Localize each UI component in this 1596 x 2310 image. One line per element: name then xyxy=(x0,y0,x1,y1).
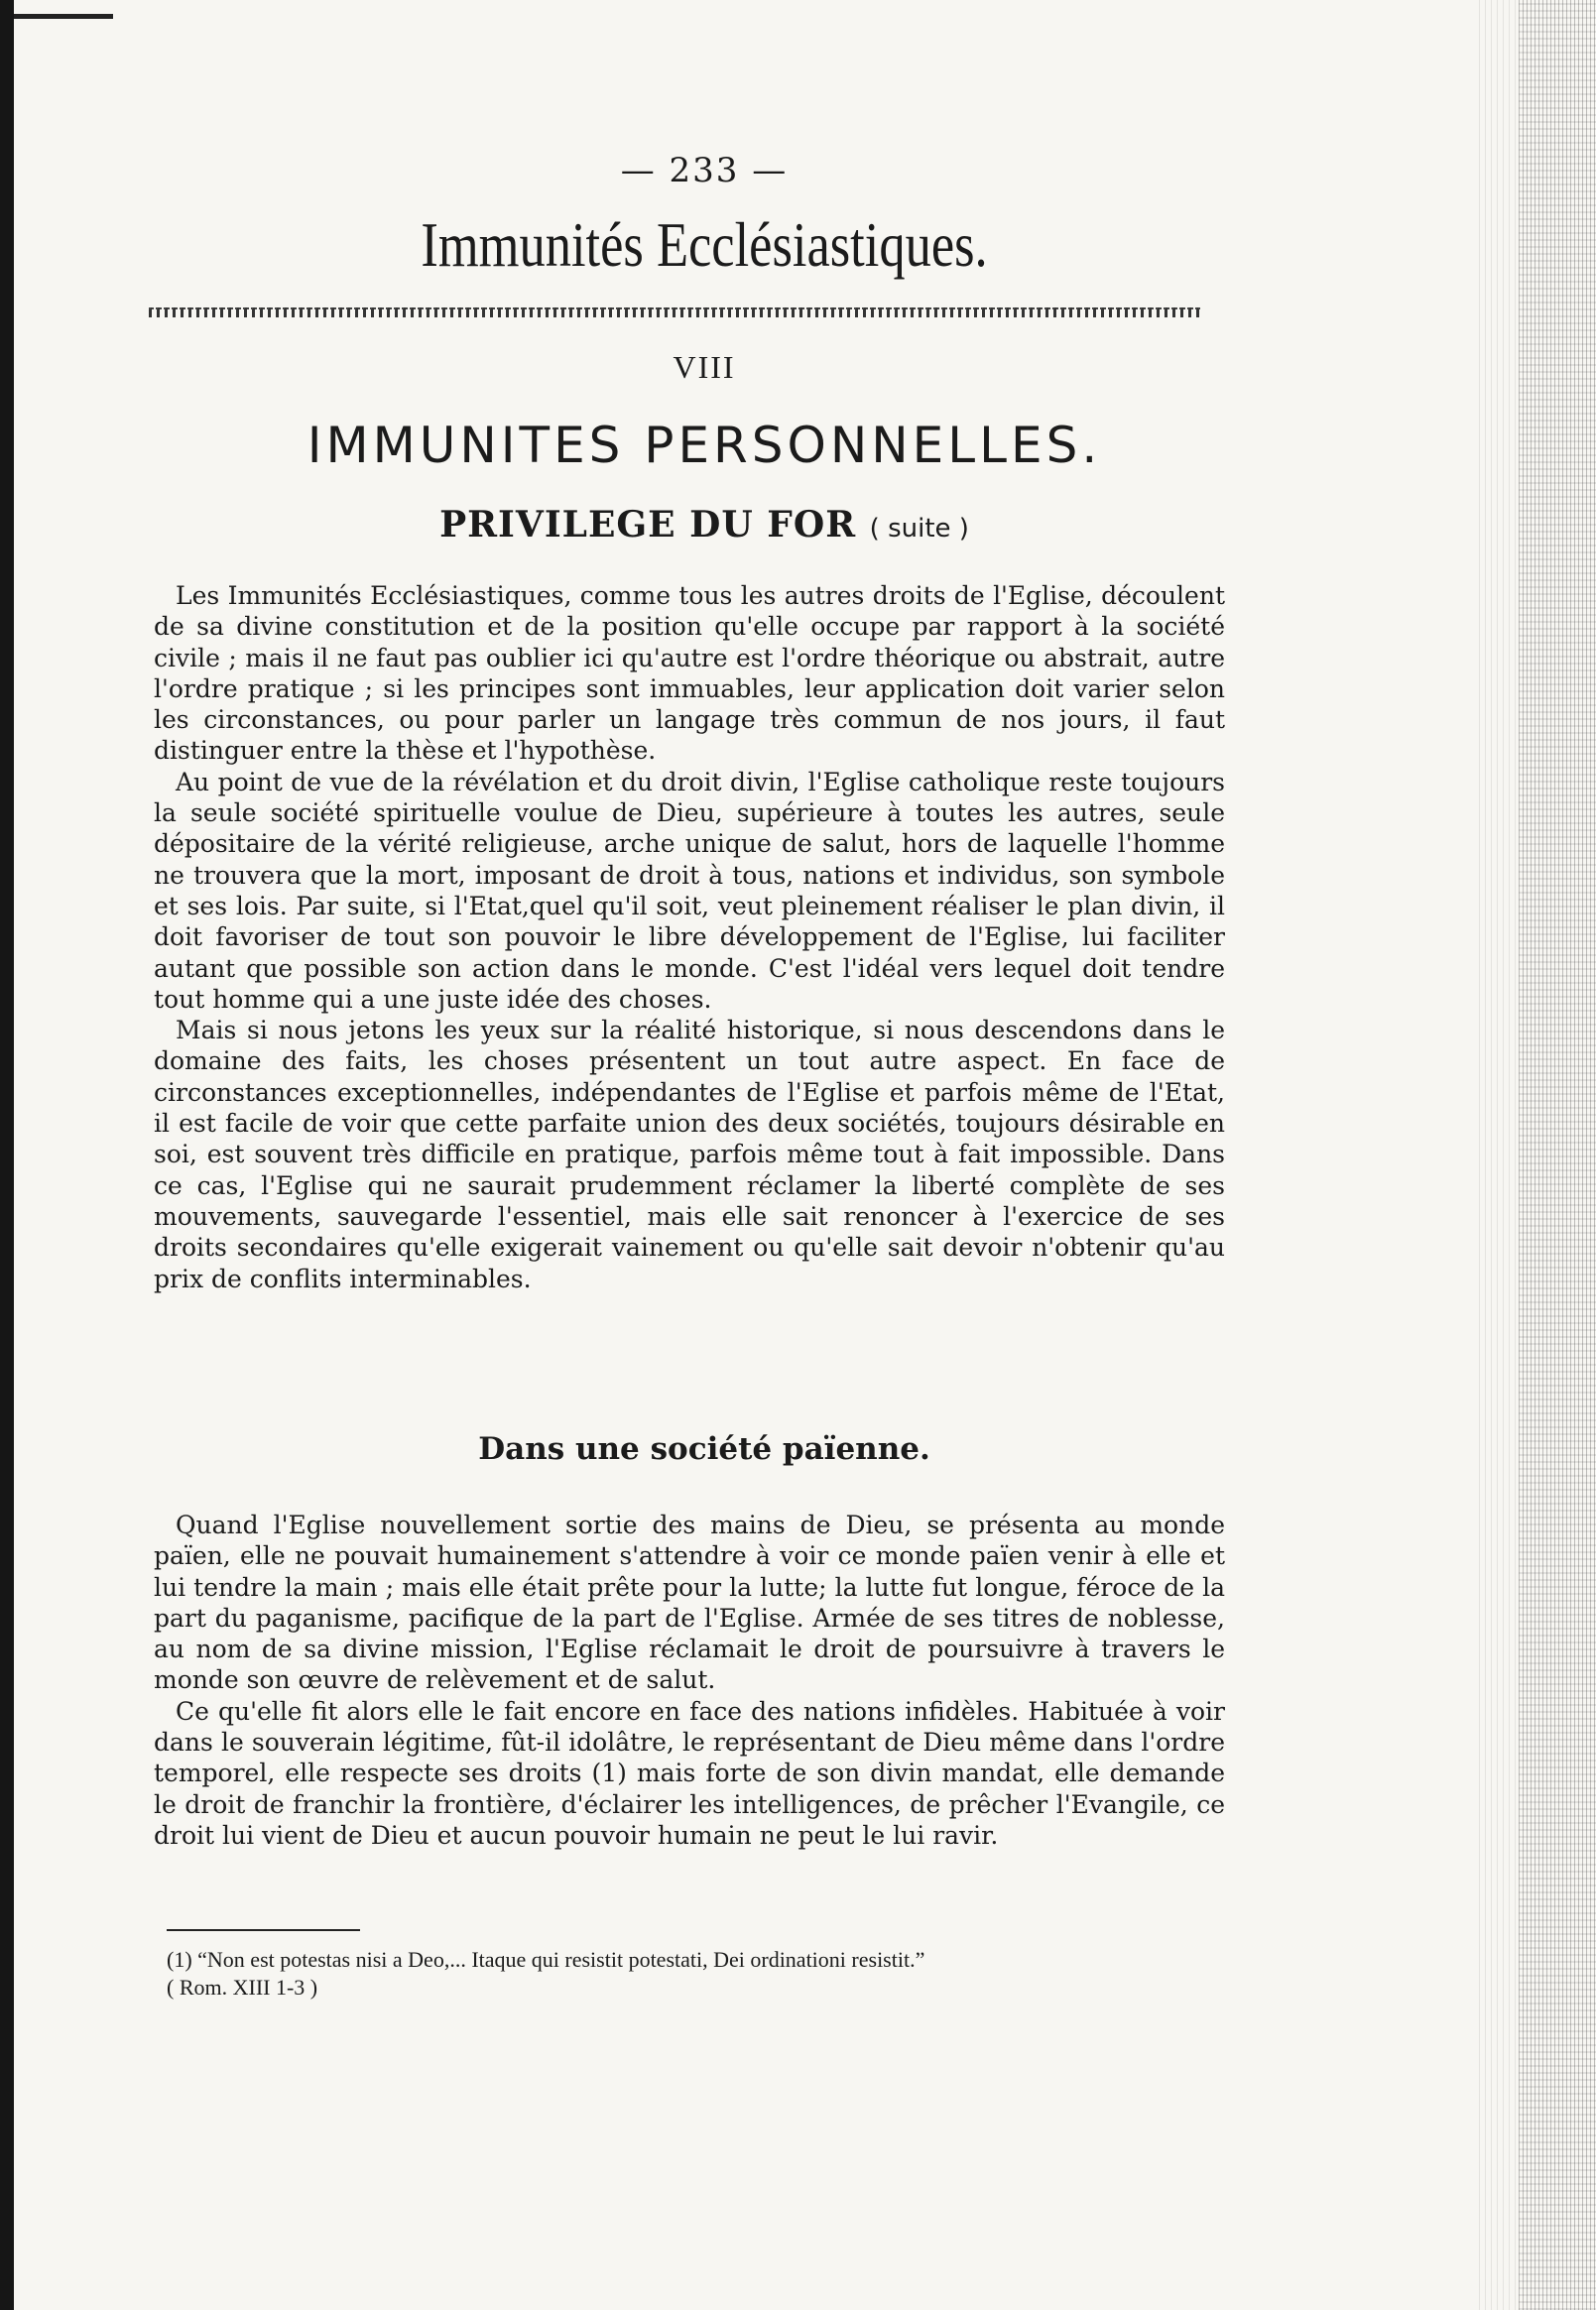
body-text-part-2 xyxy=(154,1510,1225,1851)
ornamental-rule xyxy=(149,307,1200,317)
binding-edge xyxy=(0,0,14,2310)
body-text-part-1 xyxy=(154,580,1225,1294)
subtitle-note: ( suite ) xyxy=(869,514,969,544)
subheading: Dans une société païenne. xyxy=(478,1431,930,1467)
footnote-reference: ( Rom. XIII 1-3 ) xyxy=(167,1975,318,2000)
scan-edge-shadow xyxy=(1479,0,1519,2310)
paragraph: Quand l'Eglise nouvellement sortie des mains de Dieu, se présenta au monde païen, elle ne pouvait humainement s'attendre à voir ce monde païen venir à elle et lui tendre la main ; mais elle était prête pour la lutte; la lutte fut longue, féroce de la part du paganisme, pacifique de la part de l'Eglise. Armée de ses titres de noblesse, au nom de sa divine mission, l'Eglise réclamait le droit de poursuivre à travers le monde son œuvre de relèvement et de salut. xyxy=(154,1511,1225,1695)
paragraph: Au point de vue de la révélation et du droit divin, l'Eglise catholique reste toujours la seule société spirituelle voulue de Dieu, supérieure à toutes les autres, seule dépositaire de la vérité religieuse, arche unique de salut, hors de laquelle l'homme ne trouvera que la mort, imposant de droit à tous, nations et individus, son symbole et ses lois. Par suite, si l'Etat,quel qu'il soit, veut pleinement réaliser le plan divin, il doit favoriser de tout son pouvoir le libre développement de l'Eglise, lui faciliter autant que possible son action dans le monde. C'est l'idéal vers lequel doit tendre tout homme qui a une juste idée des choses. xyxy=(154,767,1225,1014)
paragraph: Mais si nous jetons les yeux sur la réalité historique, si nous descendons dans le domaine des faits, les choses présentent un tout autre aspect. En face de circonstances exceptionnelles, indépendantes de l'Eglise et parfois même de l'Etat, il est facile de voir que cette parfaite union des deux sociétés, toujours désirable en soi, est souvent très difficile en pratique, parfois même tout à fait impossible. Dans ce cas, l'Eglise qui ne saurait prudemment réclamer la liberté complète de ses mouvements, sauvegarde l'essentiel, mais elle sait renoncer à l'exercice de ses droits secondaires qu'elle exigerait vainement ou qu'elle sait devoir n'obtenir qu'au prix de conflits interminables. xyxy=(154,1016,1225,1293)
paragraph: Ce qu'elle fit alors elle le fait encore en face des nations infidèles. Habituée à voir dans le souverain légitime, fût-il idolâtre, le représentant de Dieu même dans l'ordre temporel, elle respecte ses droits (1) mais forte de son divin mandat, elle demande le droit de franchir la frontière, d'éclairer les intelligences, de prêcher l'Evangile, ce droit lui vient de Dieu et aucun pouvoir humain ne peut le lui ravir. xyxy=(154,1696,1225,1850)
binding-corner-mark xyxy=(14,14,113,19)
section-title: IMMUNITES PERSONNELLES. xyxy=(307,417,1102,474)
page-title: Immunités Ecclésiastiques. xyxy=(421,209,988,280)
footnote-rule xyxy=(167,1929,360,1931)
page-number: — 233 — xyxy=(620,151,789,190)
subtitle-text: PRIVILEGE DU FOR xyxy=(439,504,857,546)
footnote-line: (1) “Non est potestas nisi a Deo,... Itaque qui resistit potestati, Dei ordinationi resistit.” xyxy=(167,1947,925,1972)
section-subtitle xyxy=(0,504,1409,546)
paragraph: Les Immunités Ecclésiastiques, comme tous les autres droits de l'Eglise, découlent de sa divine constitution et de la position qu'elle occupe par rapport à la société civile ; mais il ne faut pas oublier ici qu'autre est l'ordre théorique ou abstrait, autre l'ordre pratique ; si les principes sont immuables, leur application doit varier selon les circonstances, ou pour parler un langage très commun de nos jours, il faut distinguer entre la thèse et l'hypothèse. xyxy=(154,581,1225,766)
scan-edge-noise xyxy=(1519,0,1596,2310)
section-number: VIII xyxy=(673,349,736,385)
footnote xyxy=(167,1946,1238,2002)
